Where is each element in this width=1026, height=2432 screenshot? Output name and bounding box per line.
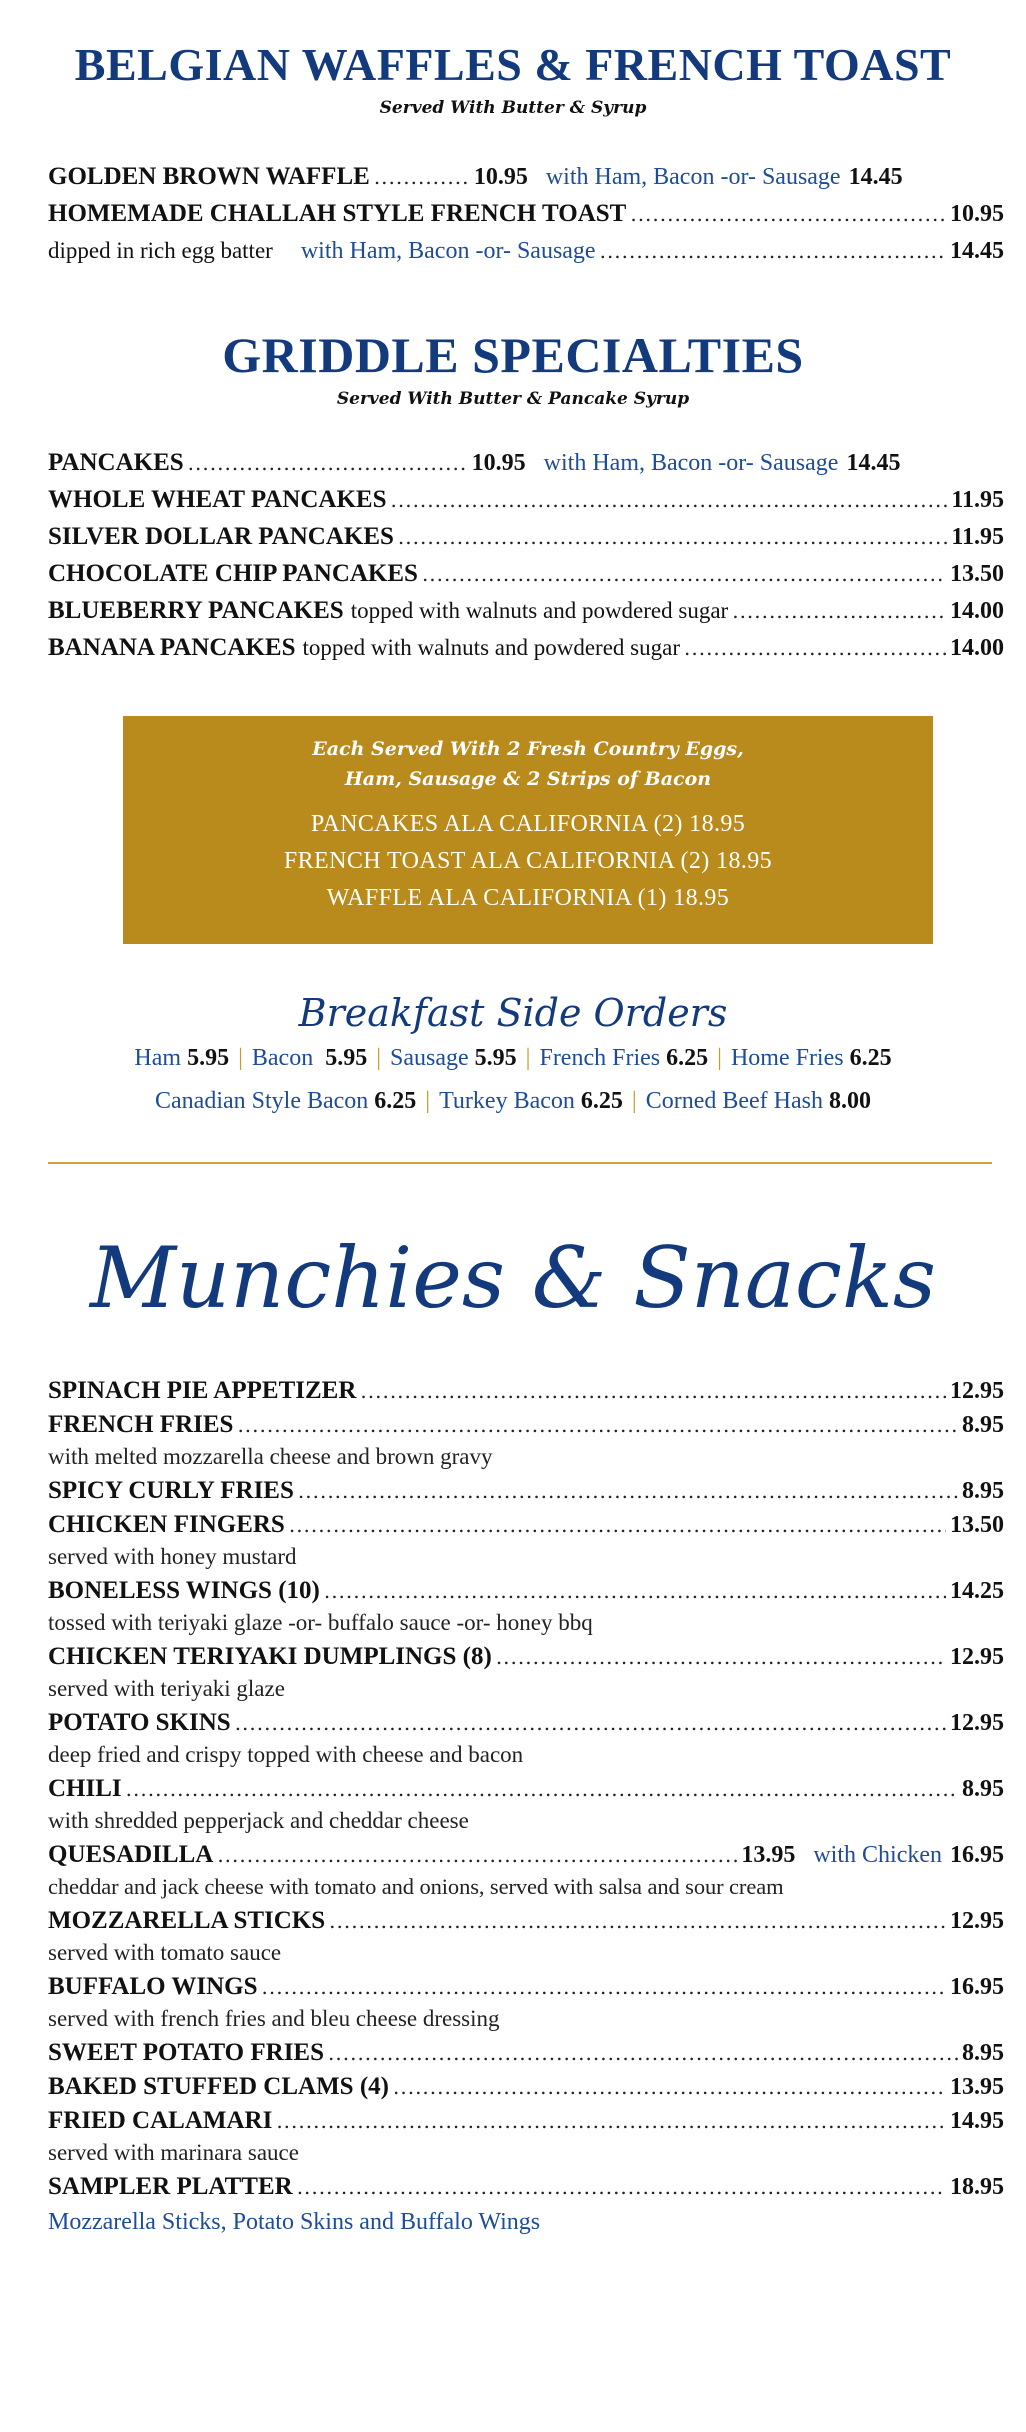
dot-leader (684, 630, 946, 667)
separator: | (238, 1045, 243, 1071)
item-price: 12.95 (950, 1710, 1004, 1736)
menu-item (48, 555, 1004, 592)
menu-item (48, 1474, 1004, 1508)
item-addon: with Ham, Bacon -or- Sausage (543, 450, 839, 476)
dot-leader (391, 482, 948, 519)
menu-item (48, 2036, 1004, 2070)
separator: | (525, 1045, 531, 1071)
dot-leader (360, 1374, 946, 1408)
sampler-note: Mozzarella Sticks, Potato Skins and Buffalo Wings (48, 2209, 541, 2235)
item-name: BONELESS WINGS (10) (48, 1577, 320, 1604)
item-name: POTATO SKINS (48, 1709, 231, 1736)
item-price: 14.00 (950, 598, 1004, 624)
dot-leader (188, 445, 468, 482)
item-price: 8.95 (962, 1478, 1004, 1504)
item-name: BAKED STUFFED CLAMS (4) (48, 2073, 389, 2100)
dot-leader (324, 1574, 946, 1608)
dot-leader (217, 1838, 737, 1872)
item-price: 10.95 (950, 201, 1004, 227)
dot-leader (630, 196, 946, 233)
menu-item (48, 195, 1004, 232)
california-specials-box (123, 716, 933, 944)
dot-leader (289, 1508, 946, 1542)
menu-item (48, 592, 1004, 629)
separator: | (717, 1045, 722, 1071)
side-price: 6.25 (849, 1045, 892, 1071)
item-price: 14.25 (950, 1578, 1004, 1604)
item-price: 14.95 (950, 2108, 1004, 2134)
menu-item (48, 1640, 1004, 1674)
item-desc: served with teriyaki glaze (48, 1676, 285, 1701)
menu-item (48, 1970, 1004, 2004)
item-desc: topped with walnuts and powdered sugar (350, 598, 729, 623)
munchies-title: Munchies & Snacks (90, 1229, 936, 1327)
side-price: 5.95 (325, 1045, 368, 1071)
menu-item (48, 2104, 1004, 2138)
munchies-list (48, 1374, 1004, 2240)
dot-leader (262, 1970, 946, 2004)
side-price: 8.00 (828, 1088, 871, 1114)
menu-item (48, 2170, 1004, 2204)
menu-item (48, 444, 1004, 481)
item-name: PANCAKES (48, 449, 184, 476)
item-desc: tossed with teriyaki glaze -or- buffalo sauce -or- honey bbq (48, 1610, 593, 1635)
menu-item (48, 158, 1004, 195)
menu-item (48, 1574, 1004, 1608)
separator: | (376, 1045, 381, 1071)
item-price: 11.95 (951, 487, 1004, 513)
side-price: 5.95 (474, 1045, 517, 1071)
item-name: FRENCH FRIES (48, 1411, 234, 1438)
side-name: Canadian Style Bacon (155, 1088, 369, 1114)
side-name: French Fries (539, 1045, 661, 1071)
item-addon-price: 14.45 (848, 164, 903, 190)
california-combo: WAFFLE ALA CALIFORNIA (1) 18.95 (326, 885, 730, 911)
item-desc: cheddar and jack cheese with tomato and onions, served with salsa and sour cream (48, 1874, 784, 1899)
california-intro-line1: Each Served With 2 Fresh Country Eggs, (312, 738, 744, 760)
item-name: GOLDEN BROWN WAFFLE (48, 163, 370, 190)
menu-item (48, 1508, 1004, 1542)
menu-item (48, 518, 1004, 555)
menu-item (48, 1904, 1004, 1938)
item-price: 13.50 (950, 561, 1004, 587)
side-name: Turkey Bacon (439, 1088, 575, 1114)
california-combo: FRENCH TOAST ALA CALIFORNIA (2) 18.95 (283, 848, 773, 874)
item-desc: served with honey mustard (48, 1544, 297, 1569)
item-name: QUESADILLA (48, 1841, 214, 1868)
item-price: 16.95 (950, 1974, 1004, 2000)
menu-item (48, 232, 1004, 269)
waffles-subtitle: Served With Butter & Syrup (379, 98, 647, 118)
item-name: BANANA PANCAKES (48, 634, 296, 661)
item-addon-price: 14.45 (846, 450, 901, 476)
item-price: 10.95 (473, 164, 528, 190)
item-name: SAMPLER PLATTER (48, 2173, 293, 2200)
item-desc: deep fried and crispy topped with cheese and bacon (48, 1742, 524, 1767)
menu-item (48, 2070, 1004, 2104)
side-name: Sausage (390, 1045, 469, 1071)
item-name: BLUEBERRY PANCAKES (48, 597, 344, 624)
dot-leader (496, 1640, 946, 1674)
item-name: SILVER DOLLAR PANCAKES (48, 523, 394, 550)
griddle-subtitle: Served With Butter & Pancake Syrup (336, 389, 690, 409)
sides-row-2 (0, 1088, 1026, 1115)
dot-leader (237, 1408, 958, 1442)
side-price: 6.25 (666, 1045, 709, 1071)
sides-row-1 (0, 1045, 1026, 1072)
item-desc: served with tomato sauce (48, 1940, 282, 1965)
item-name: MOZZARELLA STICKS (48, 1907, 326, 1934)
california-intro-line2: Ham, Sausage & 2 Strips of Bacon (344, 768, 712, 790)
menu-item (48, 1706, 1004, 1740)
item-name: SWEET POTATO FRIES (48, 2039, 325, 2066)
menu-item (48, 481, 1004, 518)
dot-leader (422, 556, 946, 593)
section-divider (48, 1162, 992, 1164)
side-name: Bacon (251, 1045, 314, 1071)
dot-leader (374, 159, 470, 196)
item-addon: with Ham, Bacon -or- Sausage (545, 164, 841, 190)
california-combo: PANCAKES ALA CALIFORNIA (2) 18.95 (310, 811, 746, 837)
item-price: 13.95 (950, 2074, 1004, 2100)
item-addon: with Chicken (813, 1842, 942, 1868)
item-desc: dipped in rich egg batter (48, 238, 273, 263)
item-name: CHOCOLATE CHIP PANCAKES (48, 560, 418, 587)
dot-leader (235, 1706, 946, 1740)
waffles-title: BELGIAN WAFFLES & FRENCH TOAST (74, 39, 952, 90)
item-name: SPINACH PIE APPETIZER (48, 1377, 357, 1404)
dot-leader (297, 2170, 946, 2204)
item-price: 18.95 (950, 2174, 1004, 2200)
dot-leader (126, 1772, 958, 1806)
menu-item (48, 629, 1004, 666)
item-price: 12.95 (950, 1908, 1004, 1934)
item-price: 8.95 (962, 2040, 1004, 2066)
item-addon-price: 16.95 (950, 1842, 1004, 1868)
item-name: SPICY CURLY FRIES (48, 1477, 294, 1504)
item-price: 12.95 (950, 1378, 1004, 1404)
menu-item (48, 1408, 1004, 1442)
dot-leader (328, 2036, 958, 2070)
item-desc: served with french fries and bleu cheese dressing (48, 2006, 500, 2031)
item-name: CHICKEN FINGERS (48, 1511, 285, 1538)
dot-leader (600, 233, 946, 270)
item-name: WHOLE WHEAT PANCAKES (48, 486, 387, 513)
separator: | (631, 1088, 637, 1114)
item-addon-price: 14.45 (950, 238, 1004, 264)
sides-title: Breakfast Side Orders (298, 991, 728, 1035)
item-price: 14.00 (950, 635, 1004, 661)
item-desc: served with marinara sauce (48, 2140, 299, 2165)
side-name: Corned Beef Hash (645, 1088, 823, 1114)
side-name: Home Fries (730, 1045, 844, 1071)
item-name: HOMEMADE CHALLAH STYLE FRENCH TOAST (48, 200, 627, 227)
dot-leader (329, 1904, 946, 1938)
item-desc: topped with walnuts and powdered sugar (302, 635, 680, 660)
item-price: 12.95 (950, 1644, 1004, 1670)
item-name: CHICKEN TERIYAKI DUMPLINGS (8) (48, 1643, 492, 1670)
dot-leader (398, 519, 947, 556)
menu-item (48, 1374, 1004, 1408)
item-price: 10.95 (471, 450, 526, 476)
menu-item (48, 1772, 1004, 1806)
griddle-title: GRIDDLE SPECIALTIES (222, 327, 804, 383)
dot-leader (732, 593, 946, 630)
item-desc: with shredded pepperjack and cheddar cheese (48, 1808, 469, 1833)
item-name: BUFFALO WINGS (48, 1973, 258, 2000)
side-price: 6.25 (374, 1088, 417, 1114)
waffles-list (48, 158, 1004, 269)
item-name: FRIED CALAMARI (48, 2107, 273, 2134)
item-price: 8.95 (962, 1412, 1004, 1438)
item-name: CHILI (48, 1775, 122, 1802)
griddle-list (48, 444, 1004, 666)
item-price: 11.95 (951, 524, 1004, 550)
dot-leader (276, 2104, 946, 2138)
item-price: 13.95 (741, 1842, 796, 1868)
separator: | (425, 1088, 431, 1114)
menu-item (48, 1838, 1004, 1872)
dot-leader (298, 1474, 958, 1508)
dot-leader (393, 2070, 946, 2104)
side-price: 5.95 (187, 1045, 230, 1071)
item-desc: with melted mozzarella cheese and brown gravy (48, 1444, 493, 1469)
item-price: 8.95 (962, 1776, 1004, 1802)
side-price: 6.25 (580, 1088, 623, 1114)
side-name: Ham (134, 1045, 182, 1071)
item-price: 13.50 (950, 1512, 1004, 1538)
item-addon: with Ham, Bacon -or- Sausage (300, 238, 596, 264)
